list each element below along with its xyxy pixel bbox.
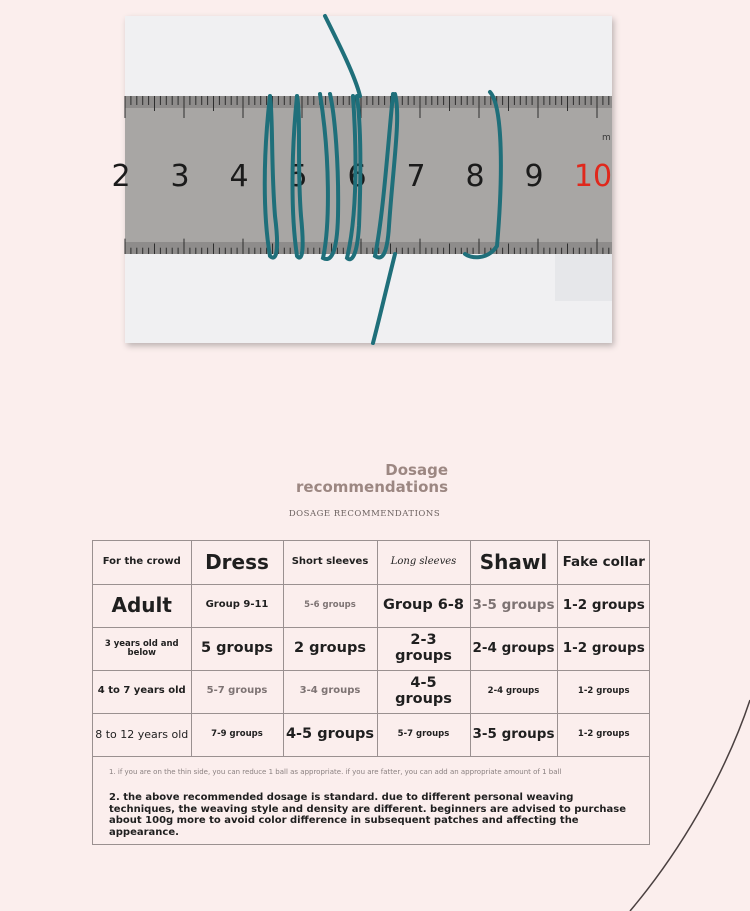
header-long-sleeves: Long sleeves [377, 541, 470, 584]
header-shawl: Shawl [470, 541, 557, 584]
ruler-yarn-illustration [111, 16, 613, 343]
table-cell: 3-4 groups [283, 670, 377, 713]
header-dress: Dress [191, 541, 283, 584]
heading-line1: Dosage [385, 461, 448, 479]
dosage-table [93, 541, 650, 757]
notes [93, 756, 649, 838]
table-cell: 1-2 groups [557, 670, 650, 713]
note-2: 2. the above recommended dosage is standard. due to different personal weaving techniques, the weaving style and density are different. beginners are advised to purchase about 100g more to avoid color difference in subsequent patches and affecting the appearance. [109, 792, 627, 838]
row-label-8-to-12: 8 to 12 years old [93, 713, 191, 756]
table-cell: 2-4 groups [470, 670, 557, 713]
ruler-number: 8 [465, 159, 485, 194]
header-crowd: For the crowd [93, 541, 191, 584]
note-1: 1. if you are on the thin side, you can reduce 1 ball as appropriate. if you are fatter, you can add an appropriate amount of 1 ball [109, 768, 562, 776]
table-cell: 3-5 groups [470, 584, 557, 627]
section-heading [288, 462, 448, 495]
ruler-number: 6 [347, 159, 367, 194]
ruler-number: 10 [573, 159, 613, 194]
table-cell: 5-6 groups [283, 584, 377, 627]
row-label-adult: Adult [93, 584, 191, 627]
table-cell: Group 6-8 [377, 584, 470, 627]
ruler-unit: m [602, 133, 611, 143]
dosage-table-card [92, 540, 650, 845]
table-cell: 4-5 groups [377, 670, 470, 713]
table-cell: 1-2 groups [557, 627, 650, 670]
table-cell: 7-9 groups [191, 713, 283, 756]
table-cell: 4-5 groups [283, 713, 377, 756]
table-cell: 5 groups [191, 627, 283, 670]
row-label-3-and-below: 3 years old and below [93, 627, 191, 670]
decorative-curve [620, 700, 750, 911]
table-cell: 1-2 groups [557, 584, 650, 627]
header-fake-collar: Fake collar [557, 541, 650, 584]
ruler-number: 3 [170, 159, 190, 194]
ruler-number: 4 [229, 159, 249, 194]
heading-line2: recommendations [296, 477, 448, 496]
table-cell: 2-3 groups [377, 627, 470, 670]
table-cell: 5-7 groups [191, 670, 283, 713]
table-cell: 3-5 groups [470, 713, 557, 756]
table-cell: 5-7 groups [377, 713, 470, 756]
row-label-4-to-7: 4 to 7 years old [93, 670, 191, 713]
table-row [93, 713, 650, 756]
table-header-row [93, 541, 650, 584]
ruler-number: 2 [111, 159, 131, 194]
table-cell: 1-2 groups [557, 713, 650, 756]
ruler-number: 5 [288, 159, 308, 194]
table-row [93, 627, 650, 670]
table-cell: Group 9-11 [191, 584, 283, 627]
table-row [93, 584, 650, 627]
table-cell: 2 groups [283, 627, 377, 670]
ruler-number: 7 [406, 159, 426, 194]
table-row [93, 670, 650, 713]
ruler-number: 9 [524, 159, 544, 194]
table-cell: 2-4 groups [470, 627, 557, 670]
product-photo [111, 16, 613, 343]
header-short-sleeves: Short sleeves [283, 541, 377, 584]
heading-subtitle: DOSAGE RECOMMENDATIONS [288, 509, 441, 519]
